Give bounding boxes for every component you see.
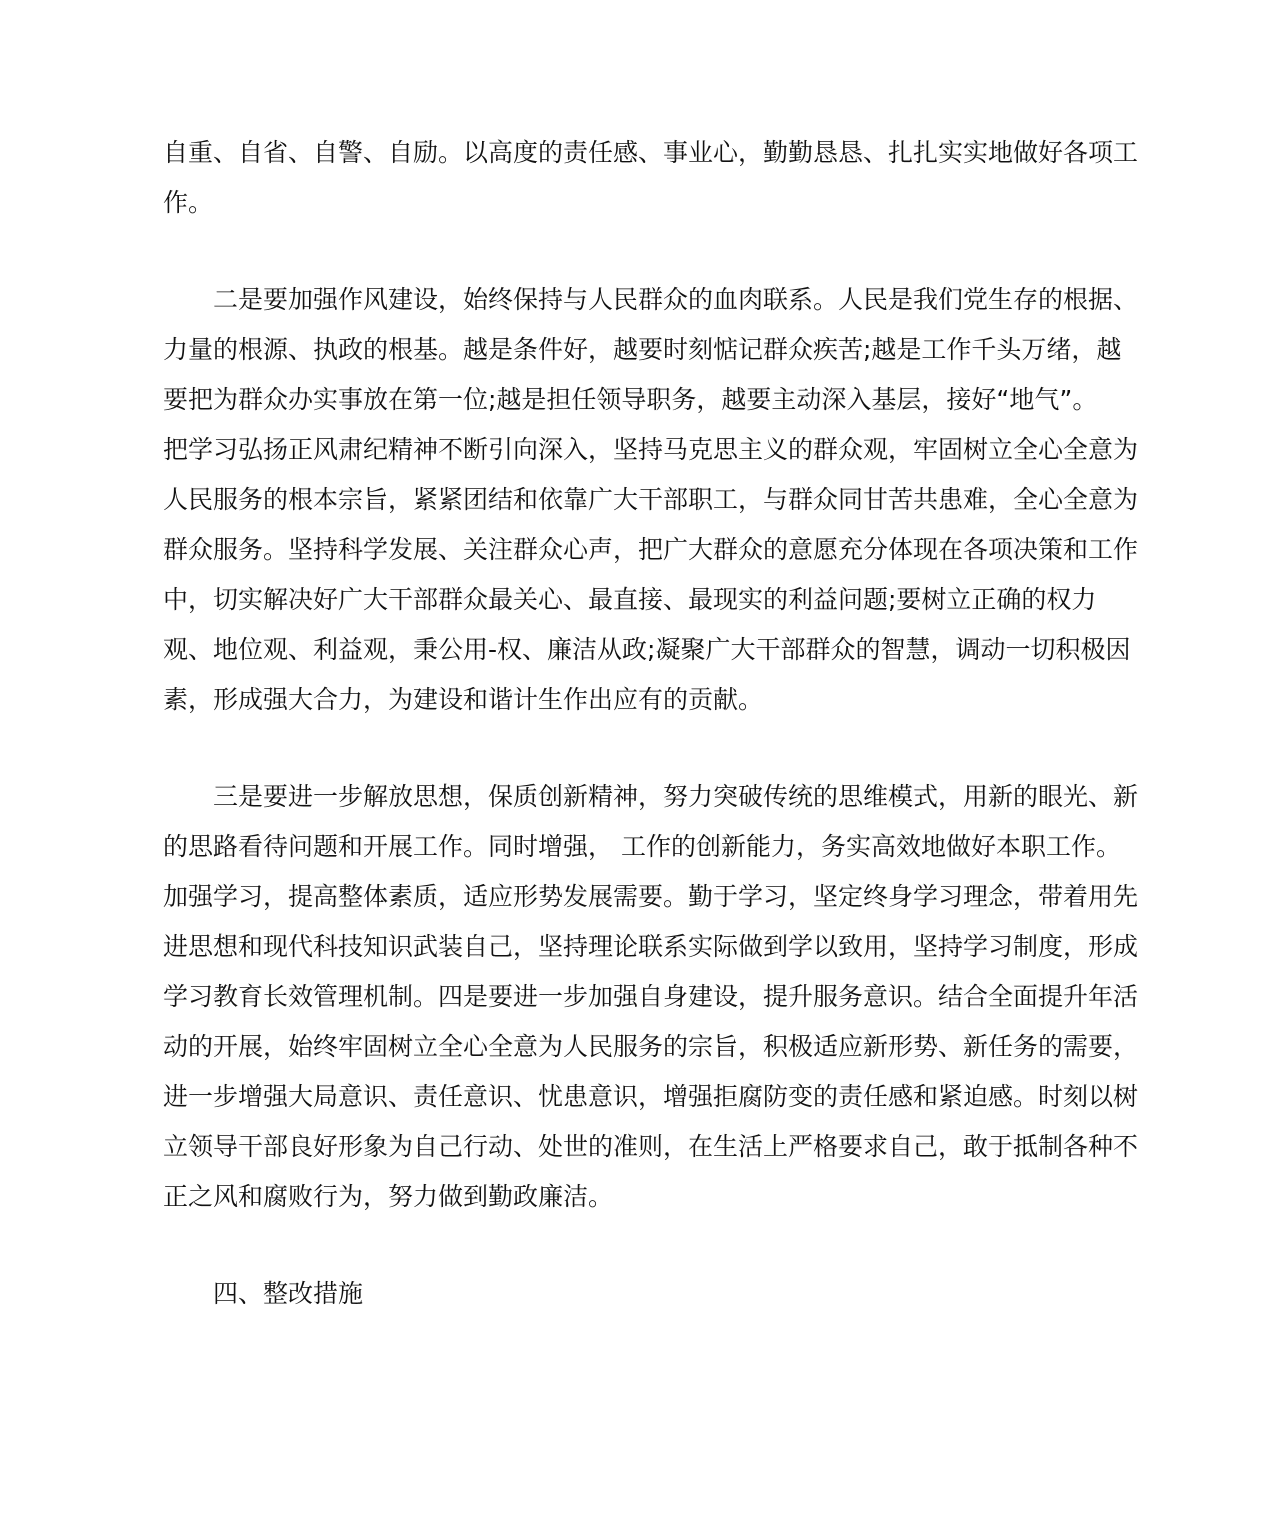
text-line: 人民服务的根本宗旨，紧紧团结和依靠广大干部职工，与群众同甘苦共患难，全心全意为	[163, 485, 1139, 514]
text-line: 立领导干部良好形象为自己行动、处世的准则，在生活上严格要求自己，敢于抵制各种不	[163, 1132, 1139, 1161]
text-line: 三是要进一步解放思想，保质创新精神，努力突破传统的思维模式，用新的眼光、新	[213, 782, 1139, 811]
paragraph	[163, 772, 1139, 1222]
text-line: 加强学习，提高整体素质，适应形势发展需要。勤于学习，坚定终身学习理念，带着用先	[163, 882, 1139, 911]
text-line: 把学习弘扬正风肃纪精神不断引向深入，坚持马克思主义的群众观，牢固树立全心全意为	[163, 435, 1139, 464]
text-line: 中，切实解决好广大干部群众最关心、最直接、最现实的利益问题;要树立正确的权力	[163, 585, 1097, 614]
paragraph	[163, 275, 1139, 725]
text-line: 正之风和腐败行为，努力做到勤政廉洁。	[163, 1182, 614, 1211]
text-line: 的思路看待问题和开展工作。同时增强， 工作的创新能力，务实高效地做好本职工作。	[163, 832, 1121, 861]
text-line: 动的开展，始终牢固树立全心全意为人民服务的宗旨，积极适应新形势、新任务的需要，	[163, 1032, 1139, 1061]
text-line: 二是要加强作风建设，始终保持与人民群众的血肉联系。人民是我们党生存的根据、	[213, 285, 1139, 314]
text-line: 观、地位观、利益观，秉公用-权、廉洁从政;凝聚广大干部群众的智慧，调动一切积极因	[163, 635, 1131, 664]
text-line: 四、整改措施	[213, 1279, 364, 1308]
paragraph	[163, 128, 1139, 228]
document-page	[163, 128, 1139, 1366]
text-line: 群众服务。坚持科学发展、关注群众心声，把广大群众的意愿充分体现在各项决策和工作	[163, 535, 1139, 564]
text-line: 学习教育长效管理机制。四是要进一步加强自身建设，提升服务意识。结合全面提升年活	[163, 982, 1139, 1011]
text-line: 进思想和现代科技知识武装自己，坚持理论联系实际做到学以致用，坚持学习制度，形成	[163, 932, 1139, 961]
section-heading	[163, 1269, 1123, 1319]
text-line: 素，形成强大合力，为建设和谐计生作出应有的贡献。	[163, 685, 764, 714]
text-line: 进一步增强大局意识、责任意识、忧患意识，增强拒腐防变的责任感和紧迫感。时刻以树	[163, 1082, 1139, 1111]
text-line: 作。	[163, 188, 214, 217]
text-line: 自重、自省、自警、自励。以高度的责任感、事业心，勤勤恳恳、扎扎实实地做好各项工	[163, 138, 1139, 167]
text-line: 要把为群众办实事放在第一位;越是担任领导职务，越要主动深入基层，接好“地气”。	[163, 385, 1098, 414]
text-line: 力量的根源、执政的根基。越是条件好，越要时刻惦记群众疾苦;越是工作千头万绪，越	[163, 335, 1122, 364]
